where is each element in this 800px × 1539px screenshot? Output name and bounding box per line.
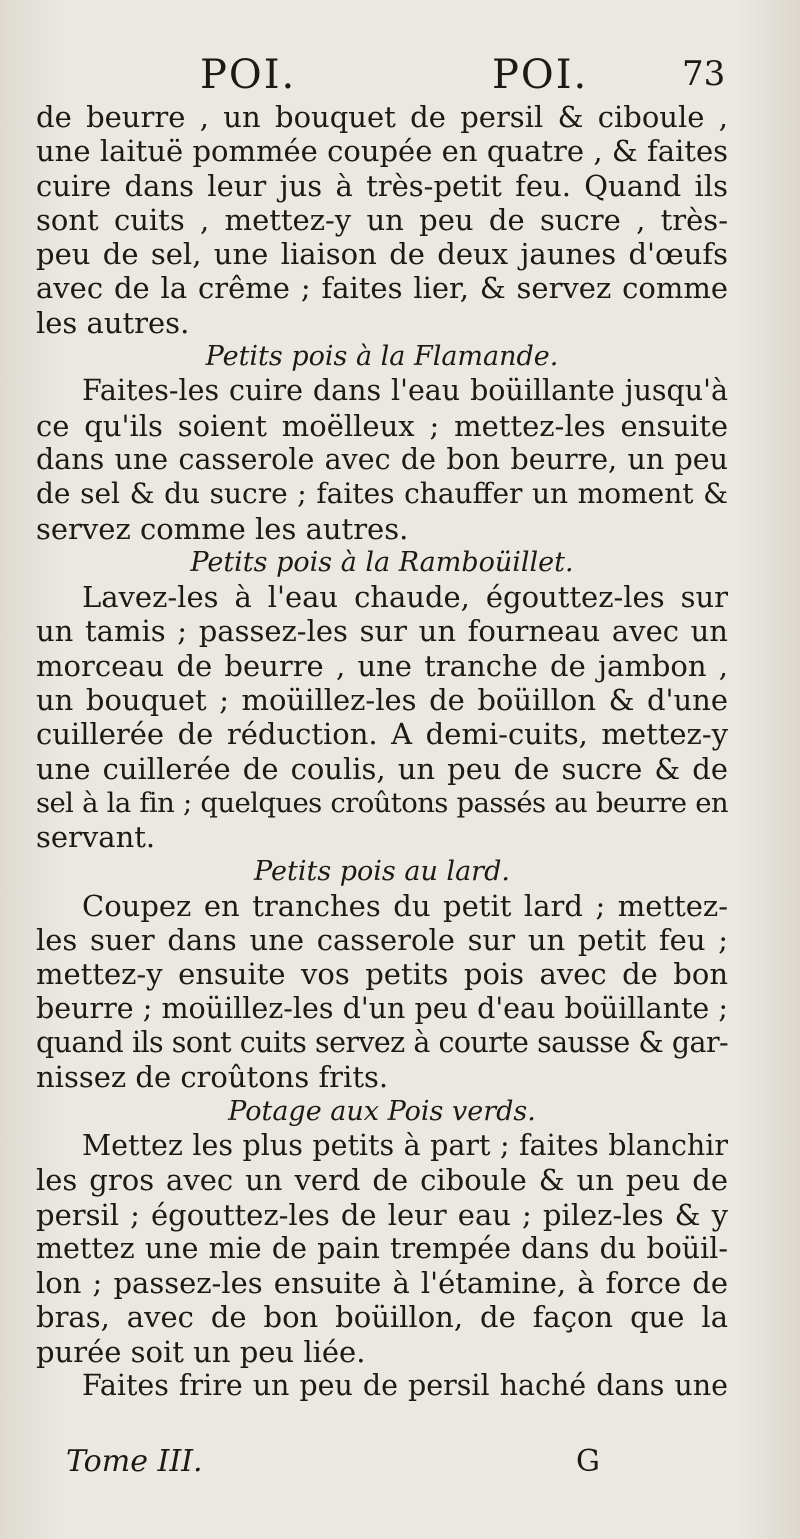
text-line: sont cuits , mettez-y un peu de sucre , très-: [36, 202, 728, 237]
text-line: cuillerée de réduction. A demi-cuits, mettez-y: [36, 717, 728, 752]
text-line: Coupez en tranches du petit lard ; mettez-: [82, 888, 728, 923]
page-body: [36, 100, 728, 1403]
text-line: beurre ; moüillez-les d'un peu d'eau boüillante ;: [36, 991, 728, 1025]
page-number: 73: [682, 54, 726, 94]
running-head-right: POI.: [492, 52, 589, 98]
text-line: sel à la fin ; quelques croûtons passés au beurre en: [36, 786, 728, 819]
text-line: une cuillerée de coulis, un peu de sucre & de: [36, 751, 728, 786]
running-head: [0, 52, 800, 102]
text-line: purée soit un peu liée.: [36, 1334, 366, 1369]
text-line: un tamis ; passez-les sur un fourneau avec un: [36, 614, 728, 649]
text-line: Faites-les cuire dans l'eau boüillante jusqu'à: [82, 374, 728, 408]
text-line: de sel & du sucre ; faites chauffer un moment &: [36, 477, 728, 511]
text-line: une laituë pommée coupée en quatre , & faites: [36, 134, 728, 169]
page-footer: [0, 1444, 800, 1484]
text-line: dans une casserole avec de bon beurre, un peu: [36, 442, 728, 476]
signature-mark: G: [576, 1444, 600, 1479]
text-line: nissez de croûtons frits.: [36, 1060, 389, 1095]
text-line: Faites frire un peu de persil haché dans une: [82, 1368, 728, 1402]
text-line: les suer dans une casserole sur un petit feu ;: [36, 923, 728, 958]
text-line: mettez une mie de pain trempée dans du boüil-: [36, 1231, 728, 1265]
text-line: ce qu'ils soient moëlleux ; mettez-les ensuite: [36, 408, 728, 443]
volume-label: Tome III.: [66, 1444, 203, 1479]
section-heading: Petits pois à la Flamande.: [205, 341, 559, 373]
text-line: avec de la crême ; faites lier, & servez comme: [36, 271, 728, 306]
text-line: mettez-y ensuite vos petits pois avec de bon: [36, 957, 728, 992]
section-heading: Petits pois à la Ramboüillet.: [190, 546, 574, 578]
text-line: servez comme les autres.: [36, 511, 409, 546]
text-line: morceau de beurre , une tranche de jambon ,: [36, 648, 728, 683]
text-line: cuire dans leur jus à très-petit feu. Quand ils: [36, 168, 728, 203]
section-heading: Potage aux Pois verds.: [228, 1095, 536, 1127]
text-line: les autres.: [36, 305, 190, 340]
text-line: de beurre , un bouquet de persil & ciboule ,: [36, 100, 728, 134]
text-line: un bouquet ; moüillez-les de boüillon & d'une: [36, 683, 728, 718]
text-line: les gros avec un verd de ciboule & un peu de: [36, 1163, 728, 1198]
text-line: Lavez-les à l'eau chaude, égouttez-les sur: [82, 580, 728, 615]
running-head-left: POI.: [200, 52, 297, 98]
section-heading: Petits pois au lard.: [254, 855, 510, 887]
text-line: servant.: [36, 820, 156, 855]
text-line: lon ; passez-les ensuite à l'étamine, à force de: [36, 1266, 728, 1301]
text-line: quand ils sont cuits servez à courte sausse & gar-: [36, 1026, 728, 1060]
text-line: persil ; égouttez-les de leur eau ; pilez-les & y: [36, 1197, 728, 1232]
text-line: peu de sel, une liaison de deux jaunes d'œufs: [36, 237, 728, 272]
text-line: bras, avec de bon boüillon, de façon que la: [36, 1300, 728, 1335]
text-line: Mettez les plus petits à part ; faites blanchir: [82, 1128, 728, 1162]
